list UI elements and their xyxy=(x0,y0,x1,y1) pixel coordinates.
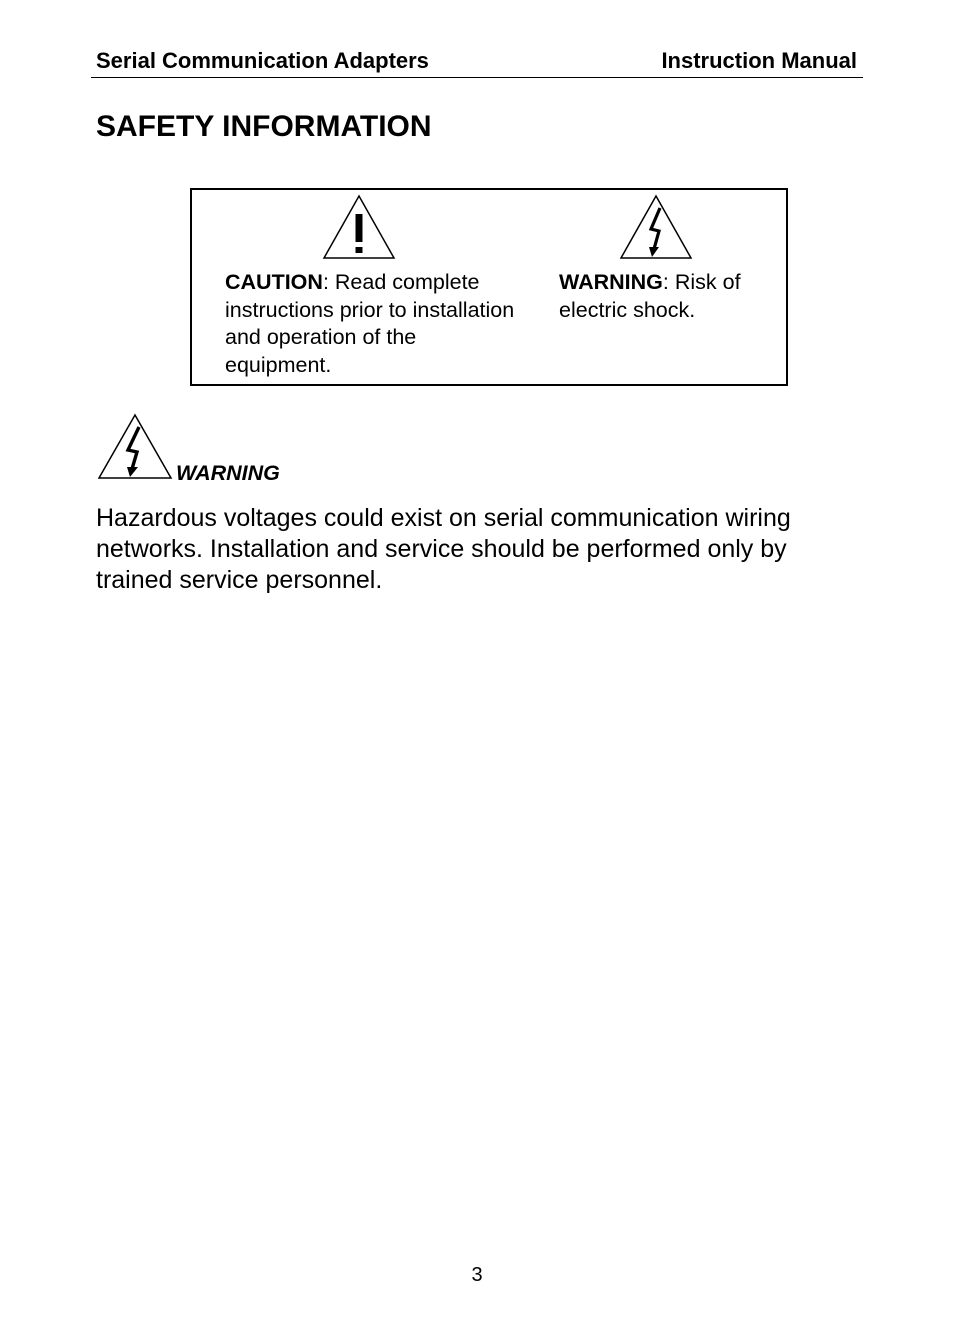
caution-description xyxy=(225,269,525,379)
exclamation-triangle-icon xyxy=(322,194,396,260)
warning-label: WARNING xyxy=(559,270,663,294)
electric-shock-triangle-icon xyxy=(619,194,693,260)
page-header xyxy=(91,46,863,78)
caution-text: : Read complete instructions prior to installation and operation of the equipment. xyxy=(225,270,515,377)
warning-text: : Risk of electric shock. xyxy=(559,270,741,322)
safety-symbols-box xyxy=(190,188,788,386)
page-title: SAFETY INFORMATION xyxy=(96,110,432,143)
header-manual-type: Instruction Manual xyxy=(661,48,857,73)
page-number: 3 xyxy=(471,1264,483,1286)
warning-heading: WARNING xyxy=(176,461,280,485)
warning-body-text: Hazardous voltages could exist on serial communication wiring networks. Installation and service should be performed only by trained service personnel. xyxy=(96,504,791,594)
warning-description xyxy=(559,269,784,324)
header-document-title: Serial Communication Adapters xyxy=(96,48,429,73)
electric-shock-triangle-icon xyxy=(97,413,173,480)
caution-label: CAUTION xyxy=(225,270,323,294)
